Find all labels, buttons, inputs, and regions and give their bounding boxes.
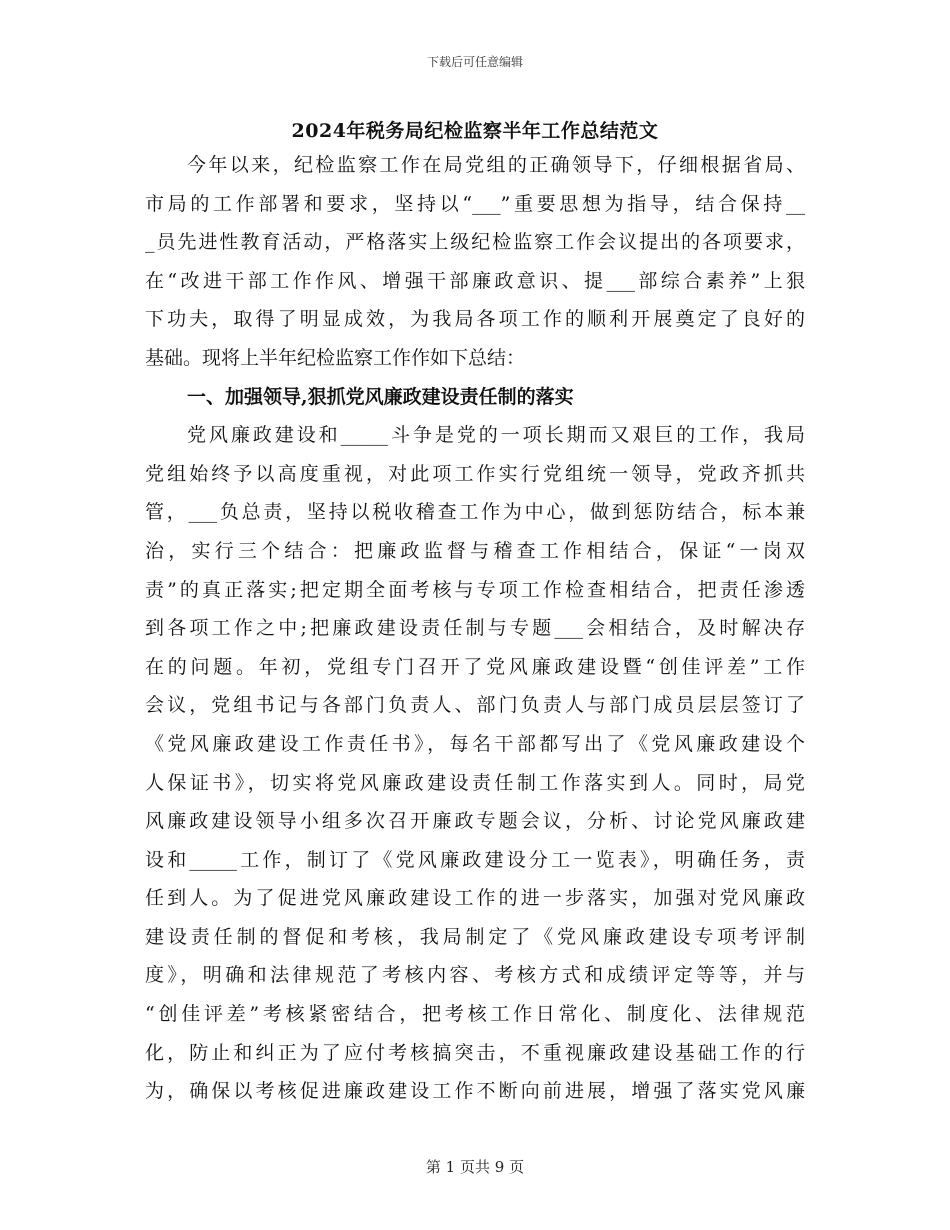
page-number: 第 1 页共 9 页 (425, 1158, 525, 1176)
body-line: 任到人。为了促进党风廉政建设工作的进一步落实，加强对党风廉政 (145, 887, 805, 910)
body-line: 市局的工作部署和要求，坚持以“___”重要思想为指导，结合保持__ (145, 192, 805, 215)
body-line: 下功夫，取得了明显成效，为我局各项工作的顺利开展奠定了良好的 (145, 308, 805, 331)
body-line: 为，确保以考核促进廉政建设工作不断向前进展，增强了落实党风廉 (145, 1080, 805, 1103)
body-line: 《党风廉政建设工作责任书》，每名干部都写出了《党风廉政建设个 (145, 732, 805, 755)
body-line: 风廉政建设领导小组多次召开廉政专题会议，分析、讨论党风廉政建 (145, 810, 805, 833)
body-line: 设和_____工作，制订了《党风廉政建设分工一览表》，明确任务，责 (145, 848, 805, 871)
body-line: 管，___负总责，坚持以税收稽查工作为中心，做到惩防结合，标本兼 (145, 501, 805, 524)
section-heading: 一、加强领导,狠抓党风廉政建设责任制的落实 (187, 385, 574, 408)
body-line: 党风廉政建设和_____斗争是党的一项长期而又艰巨的工作，我局 (187, 424, 805, 447)
body-line: 在“改进干部工作作风、增强干部廉政意识、提___部综合素养”上狠 (145, 269, 805, 292)
body-line: 在的问题。年初，党组专门召开了党风廉政建设暨“创佳评差”工作 (145, 655, 805, 678)
body-line: 治，实行三个结合：把廉政监督与稽查工作相结合，保证“一岗双 (145, 539, 805, 562)
document-title: 2024年税务局纪检监察半年工作总结范文 (291, 120, 659, 142)
body-line: 化，防止和纠正为了应付考核搞突击，不重视廉政建设基础工作的行 (145, 1041, 805, 1064)
body-line: 基础。现将上半年纪检监察工作作如下总结： (145, 346, 526, 369)
body-line: 党组始终予以高度重视，对此项工作实行党组统一领导，党政齐抓共 (145, 462, 805, 485)
body-line: 人保证书》，切实将党风廉政建设责任制工作落实到人。同时，局党 (145, 771, 805, 794)
body-line: _员先进性教育活动，严格落实上级纪检监察工作会议提出的各项要求， (145, 231, 805, 254)
document-body (145, 146, 805, 1111)
page-header-note: 下载后可任意编辑 (426, 55, 523, 69)
body-line: 度》，明确和法律规范了考核内容、考核方式和成绩评定等等，并与 (145, 964, 805, 987)
body-line: 到各项工作之中;把廉政建设责任制与专题___会相结合，及时解决存 (145, 617, 805, 640)
body-line: 建设责任制的督促和考核，我局制定了《党风廉政建设专项考评制 (145, 925, 805, 948)
body-line: 责”的真正落实;把定期全面考核与专项工作检查相结合，把责任渗透 (145, 578, 805, 601)
body-line: 今年以来，纪检监察工作在局党组的正确领导下，仔细根据省局、 (187, 154, 805, 176)
body-line: 会议，党组书记与各部门负责人、部门负责人与部门成员层层签订了 (145, 694, 805, 717)
body-line: “创佳评差”考核紧密结合，把考核工作日常化、制度化、法律规范 (145, 1003, 805, 1026)
